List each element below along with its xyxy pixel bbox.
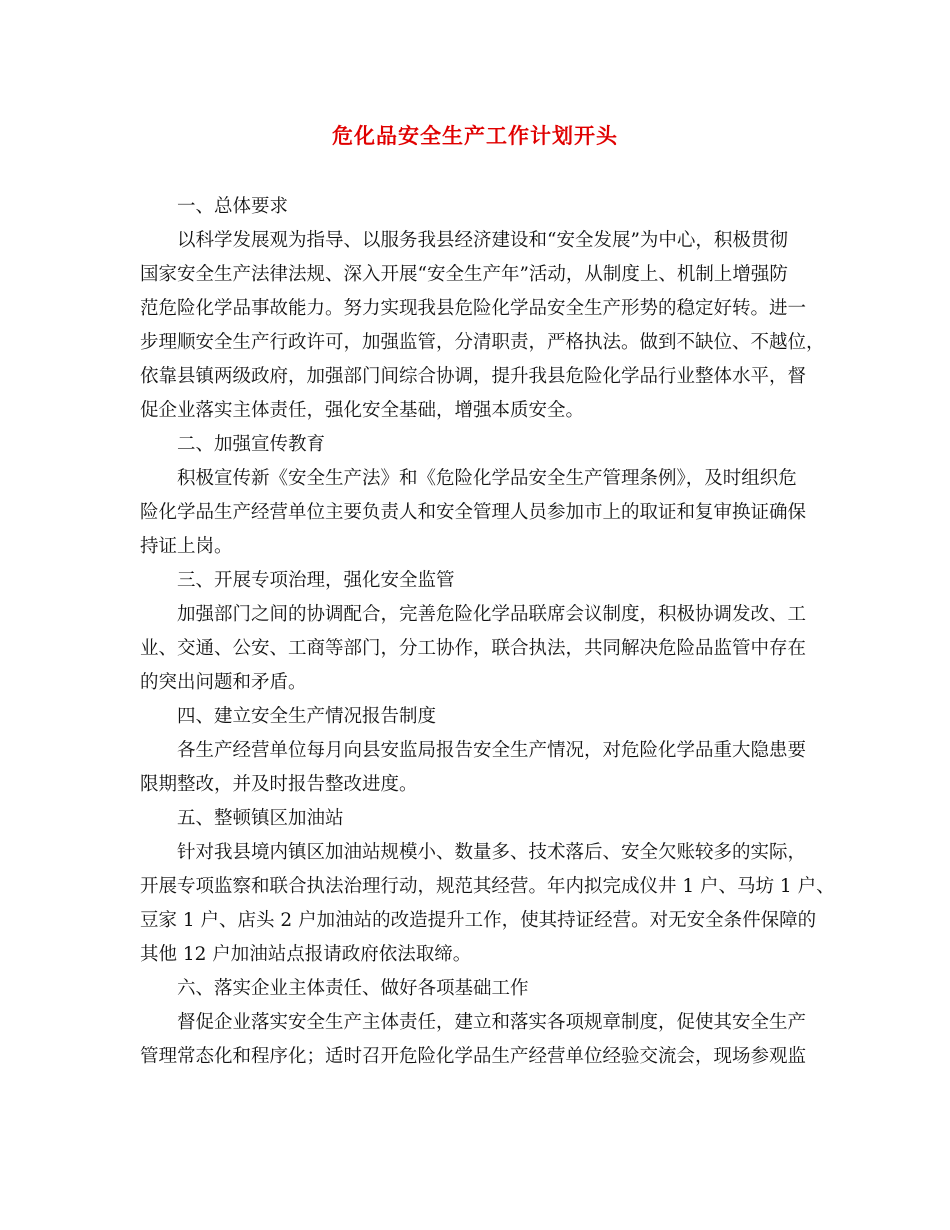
paragraph-line: 其他 12 户加油站点报请政府依法取缔。 <box>140 944 472 965</box>
section-heading: 五、整顿镇区加油站 <box>177 808 344 829</box>
document-body <box>140 190 835 1074</box>
paragraph-line: 各生产经营单位每月向县安监局报告安全生产情况，对危险化学品重大隐患要 <box>177 740 807 761</box>
section-heading: 六、落实企业主体责任、做好各项基础工作 <box>177 978 529 999</box>
paragraph-line: 持证上岗。 <box>140 536 233 557</box>
document-title: 危化品安全生产工作计划开头 <box>332 124 618 148</box>
paragraph-line: 督促企业落实安全生产主体责任，建立和落实各项规章制度，促使其安全生产 <box>177 1012 807 1033</box>
paragraph-line: 限期整改，并及时报告整改进度。 <box>140 774 418 795</box>
paragraph-line: 针对我县境内镇区加油站规模小、数量多、技术落后、安全欠账较多的实际， <box>177 842 807 863</box>
paragraph-line: 险化学品生产经营单位主要负责人和安全管理人员参加市上的取证和复审换证确保 <box>140 502 807 523</box>
paragraph-line: 加强部门之间的协调配合，完善危险化学品联席会议制度，积极协调发改、工 <box>177 604 807 625</box>
paragraph-line: 开展专项监察和联合执法治理行动，规范其经营。年内拟完成仪井 1 户、马坊 1 户、 <box>140 876 835 897</box>
paragraph-line: 豆家 1 户、店头 2 户加油站的改造提升工作，使其持证经营。对无安全条件保障的 <box>140 910 817 931</box>
paragraph-line: 的突出问题和矛盾。 <box>140 672 307 693</box>
paragraph-line: 业、交通、公安、工商等部门，分工协作，联合执法，共同解决危险品监管中存在 <box>140 638 807 659</box>
paragraph-line: 积极宣传新《安全生产法》和《危险化学品安全生产管理条例》，及时组织危 <box>177 468 797 489</box>
paragraph-line: 以科学发展观为指导、以服务我县经济建设和“安全发展”为中心，积极贯彻 <box>177 230 788 251</box>
paragraph-line: 管理常态化和程序化；适时召开危险化学品生产经营单位经验交流会，现场参观监 <box>140 1046 807 1067</box>
section-heading: 二、加强宣传教育 <box>177 434 326 455</box>
section-heading: 三、开展专项治理，强化安全监管 <box>177 570 455 591</box>
paragraph-line: 国家安全生产法律法规、深入开展“安全生产年”活动，从制度上、机制上增强防 <box>140 264 788 285</box>
paragraph-line: 依靠县镇两级政府，加强部门间综合协调，提升我县危险化学品行业整体水平，督 <box>140 366 807 387</box>
section-heading: 一、总体要求 <box>177 196 289 217</box>
paragraph-line: 促企业落实主体责任，强化安全基础，增强本质安全。 <box>140 400 585 421</box>
paragraph-line: 步理顺安全生产行政许可，加强监管，分清职责，严格执法。做到不缺位、不越位， <box>140 332 825 353</box>
paragraph-line: 范危险化学品事故能力。努力实现我县危险化学品安全生产形势的稳定好转。进一 <box>140 298 807 319</box>
section-heading: 四、建立安全生产情况报告制度 <box>177 706 437 727</box>
